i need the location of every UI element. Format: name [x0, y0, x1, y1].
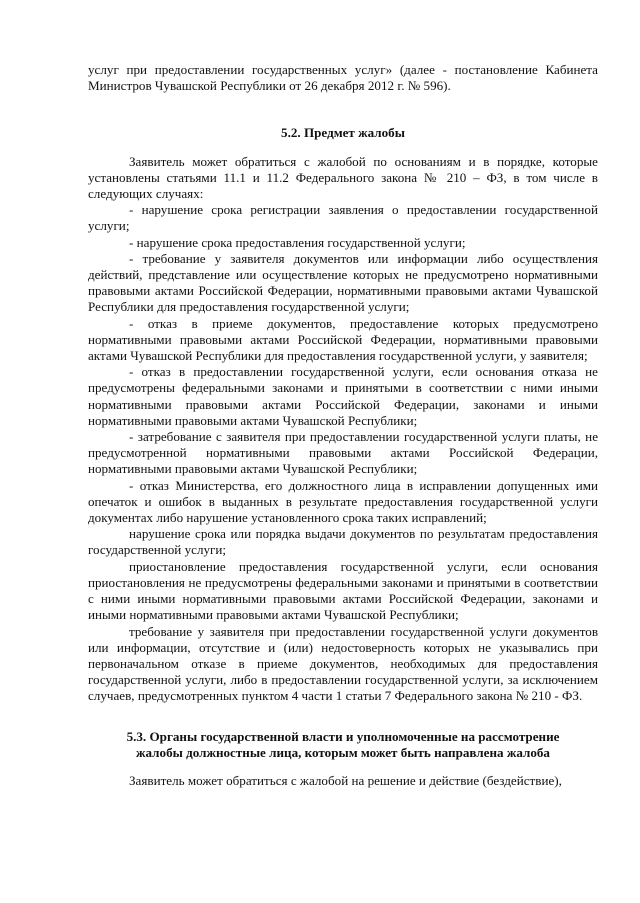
spacer: [88, 94, 598, 125]
intro-paragraph: услуг при предоставлении государственных услуг» (далее - постановление Кабинета Министров Чувашской Республики от 26 декабря 2012 г. № 596).: [88, 62, 598, 94]
list-item: требование у заявителя при предоставлении государственной услуги документов или информации, отсутствие и (или) недостоверность которых не указывались при первоначальном отказе в приеме документов, необходимых для предоставления государственной услуги, либо в предоставлении государственной услуги, за исключением случаев, предусмотренных пунктом 4 части 1 статьи 7 Федерального закона № 210 - ФЗ.: [88, 623, 598, 704]
list-item: - отказ Министерства, его должностного лица в исправлении допущенных ими опечаток и ошибок в выданных в результате предоставления государственной услуги документах либо нарушение установленного срока таких исправлений;: [88, 477, 598, 526]
list-item: - нарушение срока регистрации заявления о предоставлении государственной услуги;: [88, 202, 598, 234]
section-5-2-lead: Заявитель может обратиться с жалобой по основаниям и в порядке, которые установлены статьями 11.1 и 11.2 Федерального закона № 210 – ФЗ, в том числе в следующих случаях:: [88, 153, 598, 202]
list-item: - нарушение срока предоставления государственной услуги;: [129, 234, 466, 250]
section-5-3-title-line2: жалобы должностные лица, которым может быть направлена жалоба: [136, 744, 550, 760]
spacer: [88, 142, 598, 154]
spacer: [88, 761, 598, 773]
section-5-3-lead: Заявитель может обратиться с жалобой на решение и действие (бездействие),: [129, 772, 562, 788]
list-item: приостановление предоставления государственной услуги, если основания приостановления не предусмотрены федеральными законами и принятыми в соответствии с ними иными нормативными правовыми актами Российской Федерации, законами и иными нормативными правовыми актами Чувашской Республики;: [88, 558, 598, 623]
list-item: - требование у заявителя документов или информации либо осуществления действий, представление или осуществление которых не предусмотрено нормативными правовыми актами Российской Федерации, нормативными правовыми актами Чувашской Республики для предоставления государственной услуги;: [88, 250, 598, 315]
list-item: - отказ в приеме документов, предоставление которых предусмотрено нормативными правовыми актами Российской Федерации, нормативными правовыми актами Чувашской Республики для предоставления государственной услуги, у заявителя;: [88, 315, 598, 364]
list-item: - затребование с заявителя при предоставлении государственной услуги платы, не предусмотренной нормативными правовыми актами Российской Федерации, нормативными правовыми актами Чувашской Республики;: [88, 429, 598, 477]
list-item: - отказ в предоставлении государственной услуги, если основания отказа не предусмотрены федеральными законами и принятыми в соответствии с ними иными нормативными правовыми актами Российской Федерации, законами и иными нормативными правовыми актами Чувашской Республики;: [88, 364, 598, 428]
section-5-3-title-line1: 5.3. Органы государственной власти и уполномоченные на рассмотрение: [126, 728, 560, 744]
list-item: нарушение срока или порядка выдачи документов по результатам предоставления государственной услуги;: [88, 526, 598, 558]
section-5-2-title: 5.2. Предмет жалобы: [281, 125, 405, 141]
spacer: [88, 705, 598, 729]
